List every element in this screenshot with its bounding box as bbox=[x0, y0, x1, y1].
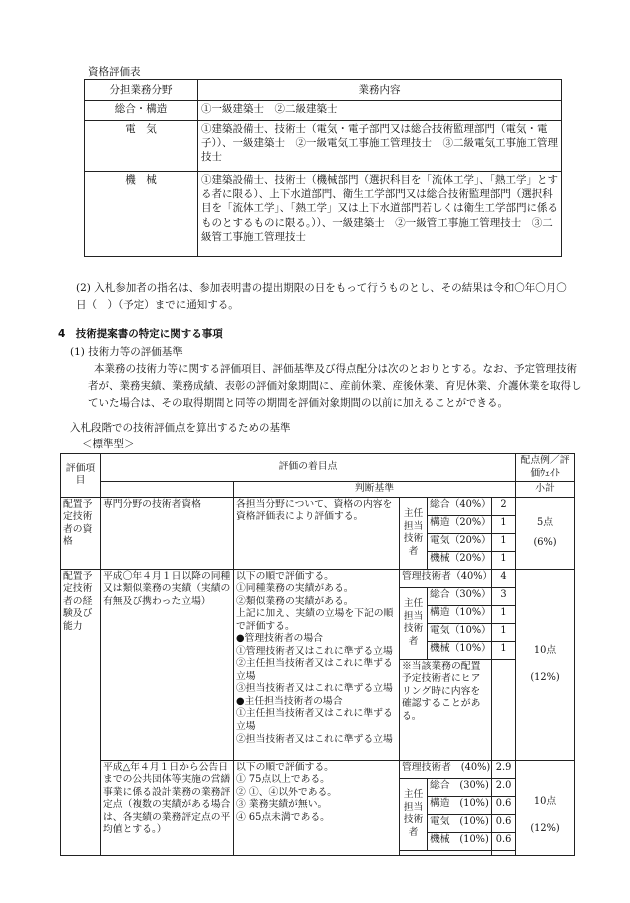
r2-note-blank bbox=[492, 659, 516, 760]
criteria-line: ①管理技術者又はこれに準ずる立場 bbox=[236, 645, 393, 657]
r3-group: 主任担当技術者 bbox=[400, 778, 428, 850]
r1-total bbox=[516, 497, 575, 569]
r1-sub-pt: 1 bbox=[492, 533, 516, 551]
qual-field: 総合・構造 bbox=[85, 101, 198, 121]
r2-group: 主任担当技術者 bbox=[400, 587, 428, 659]
r2-manager: 管理技術者（40%） bbox=[400, 569, 492, 587]
r3-sub-pt: 2.0 bbox=[492, 778, 516, 796]
r2-sub: 構造（10%） bbox=[428, 605, 492, 623]
qualification-table bbox=[84, 79, 562, 257]
paragraph-2: (2) 入札参加者の指名は、参加表明書の提出期限の日をもって行うものとし、その結果は令和〇年〇月〇日（ ）（予定）までに通知する。 bbox=[76, 282, 567, 311]
qual-content: ①一級建築士 ②二級建築士 bbox=[198, 101, 562, 121]
criteria-line: 上記に加え、実績の立場を下記の順で評価する。 bbox=[236, 608, 394, 632]
r2-sub-pt: 1 bbox=[492, 605, 516, 623]
r2-sub: 総合（30%） bbox=[428, 587, 492, 605]
table-row bbox=[61, 569, 575, 587]
criteria-line: 以下の順で評価する。 bbox=[236, 570, 334, 582]
qual-table-caption: 資格評価表 bbox=[88, 66, 141, 78]
header-focus: 評価の着目点 bbox=[101, 454, 516, 482]
r3-sub-pt: 0.6 bbox=[492, 814, 516, 832]
table-row bbox=[85, 101, 562, 121]
r3-sub: 総合 (30%) bbox=[428, 778, 492, 796]
section-4-body: 本業務の技術力等に関する評価項目、評価基準及び得点配分は次のとおりとする。なお、予定管理技術者が、業務実績、業務成績、表彰の評価対象期間に、産前休業、産後休業、育児休業、介護休業を取得していた場合は、その取得期間と同等の期間を評価対象期間の以前に加えることができる。 bbox=[88, 363, 582, 409]
r2-sub-pt: 1 bbox=[492, 641, 516, 659]
r3-total-points: 10点 bbox=[533, 796, 557, 808]
r3-sub-pt: 0.6 bbox=[492, 796, 516, 814]
r3-manager: 管理技術者 (40%) bbox=[400, 760, 492, 778]
r1-criteria: 各担当分野について、資格の内容を資格評価表により評価する。 bbox=[234, 497, 400, 569]
r2-sub-pt: 1 bbox=[492, 623, 516, 641]
type-label: ＜標準型＞ bbox=[82, 438, 135, 450]
r3-spacer bbox=[400, 850, 492, 855]
r1-item: 配置予定技術者の資格 bbox=[61, 497, 101, 569]
table-row bbox=[85, 121, 562, 172]
r1-sub: 構造（20%） bbox=[428, 515, 492, 533]
criteria-line: ③担当技術者又はこれに準ずる立場 bbox=[236, 683, 393, 695]
table-row bbox=[61, 454, 575, 482]
criteria-line: ①主任担当技術者又はこれに準ずる立場 bbox=[236, 708, 393, 732]
table-row bbox=[61, 497, 575, 515]
table-row bbox=[61, 760, 575, 778]
r1-total-points: 5点 bbox=[537, 516, 554, 528]
r1-sub-pt: 1 bbox=[492, 551, 516, 569]
r1-sub: 電気（20%） bbox=[428, 533, 492, 551]
r2-criteria bbox=[234, 569, 400, 760]
criteria-line: ④ 65点未満である。 bbox=[236, 811, 330, 823]
r3-weight: (12%) bbox=[530, 822, 560, 834]
qual-field: 機 械 bbox=[85, 172, 198, 257]
criteria-line: ●主任担当技術者の場合 bbox=[236, 695, 343, 707]
r3-manager-pt: 2.9 bbox=[492, 760, 516, 778]
criteria-line: ●管理技術者の場合 bbox=[236, 633, 323, 645]
criteria-line: ② ①、④以外である。 bbox=[236, 786, 338, 798]
r2-note: ※当該業務の配置予定技術者にヒアリング時に内容を確認することがある。 bbox=[400, 659, 492, 760]
r2-total-points: 10点 bbox=[533, 645, 557, 657]
section-4-heading: 4 技術提案書の特定に関する事項 bbox=[58, 328, 223, 340]
header-points: 配点例／評価ｳｪｲﾄ bbox=[516, 454, 575, 482]
header-subtotal: 小計 bbox=[516, 482, 575, 498]
r1-focus: 専門分野の技術者資格 bbox=[101, 497, 234, 569]
r2-sub: 機械（10%） bbox=[428, 641, 492, 659]
r1-group: 主任担当技術者 bbox=[400, 497, 428, 569]
r1-sub-pt: 1 bbox=[492, 515, 516, 533]
r3-sub: 機械 (10%) bbox=[428, 832, 492, 850]
table-row bbox=[61, 482, 575, 498]
r2-sub-pt: 3 bbox=[492, 587, 516, 605]
r3-criteria bbox=[234, 760, 400, 855]
qual-content: ①建築設備士、技術士（機械部門（選択科目を「流体工学」、「熱工学」とする者に限る）、上下水道部門、衛生工学部門又は総合技術監理部門（選択科目を「流体工学」、「熱工学」又は上下水道部門若しくは衛生工学部門に係るものとするものに限る。））、一級建築士 ②一級管工事施工管理技士 ③二級管工事施工管理技士 bbox=[198, 172, 562, 257]
criteria-line: 以下の順で評価する。 bbox=[236, 761, 334, 773]
r3-spacer-pt bbox=[492, 850, 516, 855]
r3-total bbox=[516, 760, 575, 855]
r2-sub: 電気（10%） bbox=[428, 623, 492, 641]
r3-sub: 構造 (10%) bbox=[428, 796, 492, 814]
r3-sub: 電気 (10%) bbox=[428, 814, 492, 832]
evaluation-table bbox=[60, 453, 575, 856]
qual-header-row bbox=[85, 80, 562, 101]
qual-content: ①建築設備士、技術士（電気・電子部門又は総合技術監理部門（電気・電子））、一級建築士 ②一級電気工事施工管理技士 ③二級電気工事施工管理技士 bbox=[198, 121, 562, 172]
qual-header-content: 業務内容 bbox=[198, 80, 562, 101]
criteria-line: ①同種業務の実績がある。 bbox=[236, 583, 354, 595]
r1-sub: 機械（20%） bbox=[428, 551, 492, 569]
bid-stage-label: 入札段階での技術評価点を算出するための基準 bbox=[70, 422, 291, 434]
criteria-line: ① 75点以上である。 bbox=[236, 774, 330, 786]
header-item: 評価項目 bbox=[61, 454, 101, 498]
r2-focus: 平成〇年４月１日以降の同種又は類似業務の実績（実績の有無及び携わった立場） bbox=[101, 569, 234, 760]
criteria-line: ②類似業務の実績がある。 bbox=[236, 595, 354, 607]
criteria-line: ②主任担当技術者又はこれに準ずる立場 bbox=[236, 658, 393, 682]
r1-sub-pt: 2 bbox=[492, 497, 516, 515]
criteria-line: ②担当技術者又はこれに準ずる立場 bbox=[236, 733, 393, 745]
qual-header-field: 分担業務分野 bbox=[85, 80, 198, 101]
r2-weight: (12%) bbox=[530, 671, 560, 683]
r1-weight: (6%) bbox=[533, 537, 557, 549]
table-row bbox=[85, 172, 562, 257]
criteria-line: ③ 業務実績が無い。 bbox=[236, 799, 328, 811]
r2-manager-pt: 4 bbox=[492, 569, 516, 587]
r3-focus: 平成△年４月１日から公告日までの公共団体等実施の営繕事業に係る設計業務の業務評定点（複数の実績がある場合は、各実績の業務評定点の平均値とする。） bbox=[101, 760, 234, 855]
r3-sub-pt: 0.6 bbox=[492, 832, 516, 850]
section-4-subheading: (1) 技術力等の評価基準 bbox=[70, 346, 183, 358]
r2-total bbox=[516, 569, 575, 760]
r2-item: 配置予定技術者の経験及び能力 bbox=[61, 569, 101, 855]
header-criteria: 判断基準 bbox=[234, 482, 516, 498]
r1-sub: 総合（40%） bbox=[428, 497, 492, 515]
header-focus-blank bbox=[101, 482, 234, 498]
qual-field: 電 気 bbox=[85, 121, 198, 172]
